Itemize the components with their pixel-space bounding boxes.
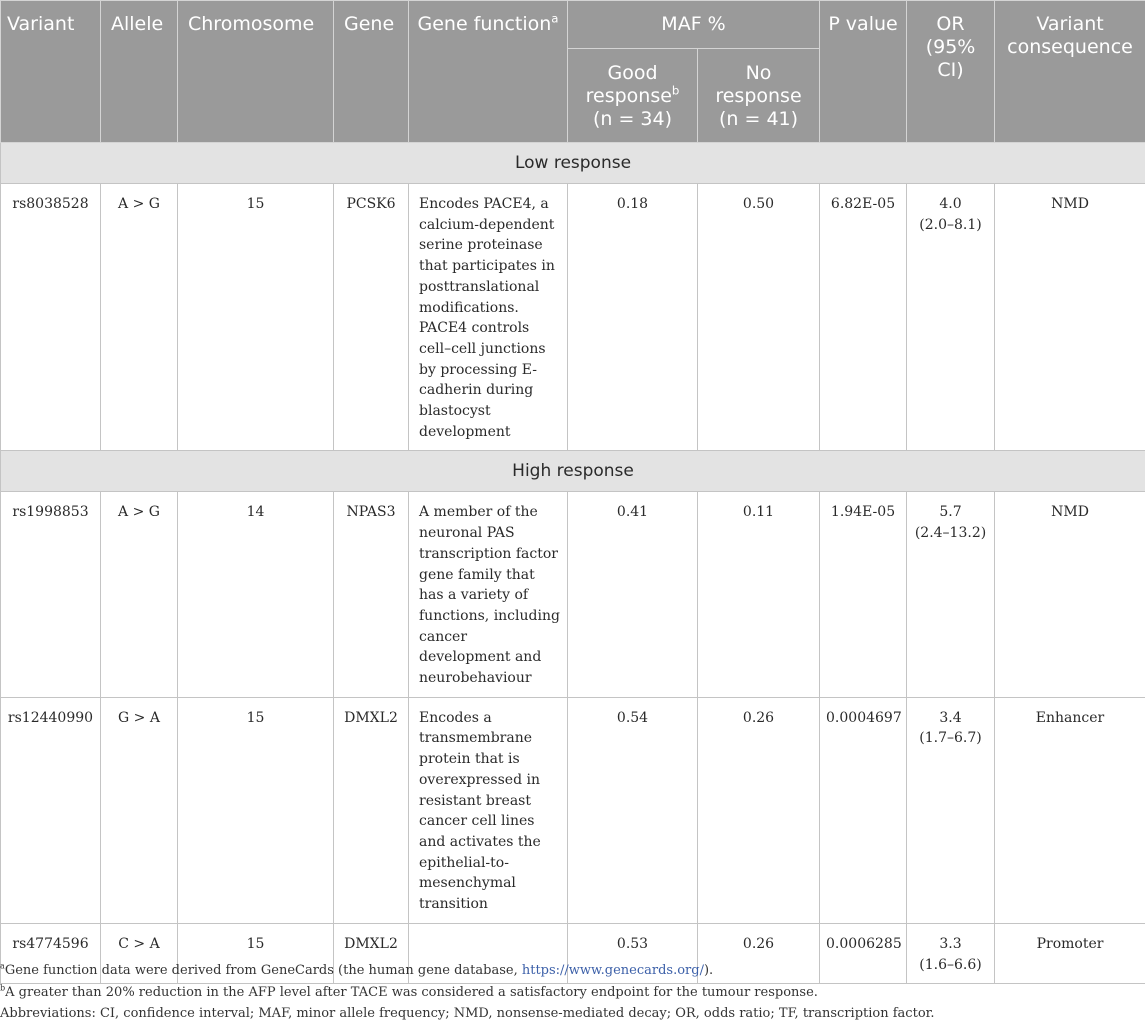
col-maf-header: MAF %	[568, 1, 820, 49]
footnote-a-mark: a	[0, 962, 5, 971]
cell-maf-no: 0.11	[698, 492, 820, 697]
cell-chromosome: 15	[178, 697, 334, 923]
col-allele-header: Allele	[101, 1, 178, 143]
cell-consequence: Promoter	[995, 923, 1145, 983]
table-row	[1, 697, 1145, 923]
footnote-b	[0, 982, 1140, 1004]
or-value: 5.7	[939, 504, 961, 520]
gene-function-label: Gene function	[417, 13, 551, 35]
cell-p-value: 1.94E-05	[820, 492, 907, 697]
section-row-high-response	[1, 451, 1145, 492]
col-chromosome-header: Chromosome	[178, 1, 334, 143]
cell-variant: rs1998853	[1, 492, 101, 697]
col-gene-function-header	[409, 1, 568, 143]
footnote-a	[0, 960, 1140, 982]
cell-variant: rs12440990	[1, 697, 101, 923]
table-row	[1, 492, 1145, 697]
cell-or	[907, 697, 995, 923]
cell-maf-good: 0.53	[568, 923, 698, 983]
cell-chromosome: 15	[178, 923, 334, 983]
cell-gene-function: Encodes a transmembrane protein that is overexpressed in resistant breast cancer cell lines and activates the epithelial-to-mesenchymal transition	[409, 697, 568, 923]
cell-allele: A > G	[101, 492, 178, 697]
no-response-label: No response	[715, 62, 801, 107]
cell-gene: PCSK6	[334, 184, 409, 451]
cell-allele: G > A	[101, 697, 178, 923]
abbreviations-note: Abbreviations: CI, confidence interval; MAF, minor allele frequency; NMD, nonsense-mediated decay; OR, odds ratio; TF, transcription factor.	[0, 1003, 1140, 1025]
footnote-a-text: Gene function data were derived from GeneCards (the human gene database,	[5, 963, 522, 978]
cell-maf-good: 0.41	[568, 492, 698, 697]
cell-p-value: 0.0006285	[820, 923, 907, 983]
cell-gene: DMXL2	[334, 923, 409, 983]
section-row-low-response	[1, 143, 1145, 184]
col-gene-header: Gene	[334, 1, 409, 143]
or-ci: (1.6–6.6)	[919, 957, 981, 973]
col-p-value-header: P value	[820, 1, 907, 143]
col-variant-consequence-header: Variant consequence	[995, 1, 1145, 143]
or-ci: (1.7–6.7)	[919, 730, 981, 746]
cell-variant: rs4774596	[1, 923, 101, 983]
genecards-link[interactable]: https://www.genecards.org/	[522, 963, 704, 978]
cell-chromosome: 15	[178, 184, 334, 451]
or-value: 4.0	[939, 196, 961, 212]
cell-or	[907, 184, 995, 451]
cell-maf-no: 0.50	[698, 184, 820, 451]
cell-chromosome: 14	[178, 492, 334, 697]
or-value: 3.4	[939, 710, 961, 726]
cell-or	[907, 492, 995, 697]
table-footnotes	[0, 960, 1140, 1025]
cell-p-value: 6.82E-05	[820, 184, 907, 451]
cell-maf-no: 0.26	[698, 923, 820, 983]
cell-allele: A > G	[101, 184, 178, 451]
footnote-a-ref: a	[551, 12, 558, 26]
cell-maf-no: 0.26	[698, 697, 820, 923]
cell-consequence: NMD	[995, 492, 1145, 697]
cell-consequence: NMD	[995, 184, 1145, 451]
footnote-a-end: ).	[704, 963, 713, 978]
col-no-response-header	[698, 49, 820, 143]
no-response-n: (n = 41)	[719, 108, 798, 130]
cell-consequence: Enhancer	[995, 697, 1145, 923]
or-ci: (2.4–13.2)	[915, 525, 986, 541]
cell-variant: rs8038528	[1, 184, 101, 451]
footnote-b-mark: b	[0, 983, 5, 992]
or-value: 3.3	[939, 936, 961, 952]
col-or-header: OR (95% CI)	[907, 1, 995, 143]
or-ci: (2.0–8.1)	[919, 217, 981, 233]
footnote-b-ref: b	[672, 84, 679, 98]
cell-allele: C > A	[101, 923, 178, 983]
cell-gene-function: A member of the neuronal PAS transcription factor gene family that has a variety of functions, including cancer development and neurobehaviour	[409, 492, 568, 697]
cell-maf-good: 0.54	[568, 697, 698, 923]
cell-p-value: 0.0004697	[820, 697, 907, 923]
section-title: High response	[1, 451, 1145, 492]
good-response-label: Good response	[586, 62, 672, 107]
footnote-b-text: A greater than 20% reduction in the AFP level after TACE was considered a satisfactory endpoint for the tumour response.	[5, 985, 818, 1000]
good-response-n: (n = 34)	[593, 108, 672, 130]
cell-gene: DMXL2	[334, 697, 409, 923]
table-row	[1, 184, 1145, 451]
cell-gene-function: Encodes PACE4, a calcium-dependent serine proteinase that participates in posttranslational modifications. PACE4 controls cell–cell junctions by processing E-cadherin during blastocyst development	[409, 184, 568, 451]
col-good-response-header	[568, 49, 698, 143]
cell-maf-good: 0.18	[568, 184, 698, 451]
section-title: Low response	[1, 143, 1145, 184]
col-variant-header: Variant	[1, 1, 101, 143]
cell-gene: NPAS3	[334, 492, 409, 697]
